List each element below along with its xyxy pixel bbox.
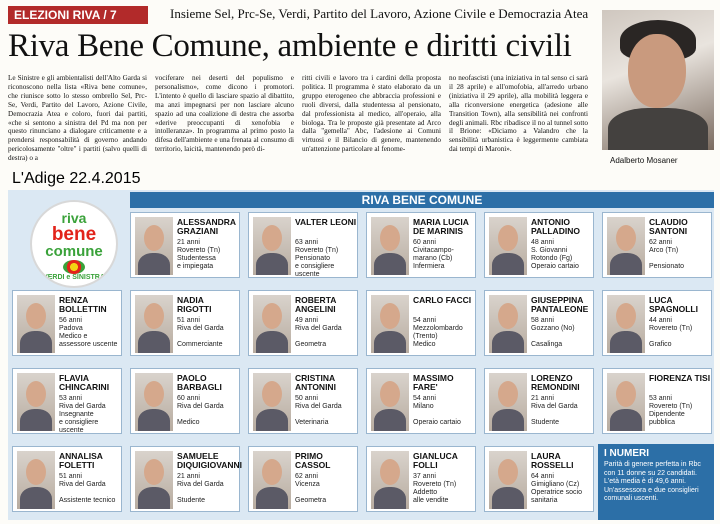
candidate-info: 21 anni Riva del Garda Studente: [177, 473, 224, 504]
candidate-photo: [135, 373, 173, 431]
candidate-card: [12, 446, 122, 512]
candidate-card: [248, 368, 358, 434]
numbers-body: Parità di genere perfetta in Rbc con 11 donne su 22 candidati. L'età media è di 49,6 anni. Un'assessora e due consiglieri comunali uscenti.: [604, 461, 701, 502]
candidate-info: 50 anni Riva del Garda Veterinaria: [295, 395, 342, 426]
candidate-name: FIORENZA TISI: [649, 373, 711, 383]
candidate-name: CARLO FACCI: [413, 295, 472, 305]
article-column-3: ritti civili e lavoro tra i cardini della proposta politica. Il programma è stato elaborato da un gruppo eterogeneo che abbraccia professioni e ruoli diversi, dalla studentessa al pensionato, dal professionista al medico, all'operaio, alla biologa. Tra le proposte già presentate ad Arco dalla "gemella" Abc, l'adesione ai Comuni virtuosi e il Bilancio di genere, mantenendo un'attenzione particolare al fenome-: [302, 74, 441, 154]
logo-word-comune: comune: [45, 243, 103, 260]
candidate-card: [12, 290, 122, 356]
candidate-card: [484, 368, 594, 434]
candidate-card: [248, 212, 358, 278]
candidate-info: 37 anni Rovereto (Tn) Addetto alle vendite: [413, 473, 457, 504]
article-column-2: vociferare nei deserti del populismo e personalismo», come dicono i promotori. L'intento è quello di lasciare spazio al dibattito, ma anzi impegnarsi per non lasciare alcuno spazio ad una coalizione di destra che assorba «derive preoccupanti di xenofobia e intolleranza». In programma al primo posto la difesa dell'ambiente e una frenata al consumo di territorio, laicità, mantenendo però di-: [155, 74, 294, 154]
portrait-photo: [602, 10, 714, 150]
candidate-photo: [17, 451, 55, 509]
candidate-card: [602, 212, 712, 278]
article-column-4: no neofascisti (una iniziativa in tal senso ci sarà il 28 aprile) e all'omofobia, all'arredo urbano (iniziativa il 29 aprile), alla mobilità leggera e alla riconversione energetica (adesione alle Transition Town), alla sensibilità nei confronti degli animali. Rbc ribadisce il no al tunnel sotto il Brione: «Diciamo a Valandro che la sensibilità urbanistica è leggermente cambiata dai tempi di Maroni».: [449, 74, 588, 154]
candidate-info: 62 anni Arco (Tn) Pensionato: [649, 239, 685, 270]
candidate-name: ALESSANDRA GRAZIANI: [177, 217, 236, 236]
candidate-name: ANNALISA FOLETTI: [59, 451, 103, 470]
candidate-photo: [253, 217, 291, 275]
headline: Riva Bene Comune, ambiente e diritti civili: [8, 28, 572, 64]
candidate-info: 21 anni Rovereto (Tn) Studentessa e impiegata: [177, 239, 221, 270]
candidate-photo: [253, 451, 291, 509]
candidate-card: [366, 212, 476, 278]
candidate-photo: [489, 451, 527, 509]
candidate-name: VALTER LEONI: [295, 217, 357, 227]
candidate-photo: [489, 217, 527, 275]
candidate-info: 63 anni Rovereto (Tn) Pensionato e consigliere uscente: [295, 239, 339, 278]
candidate-name: PAOLO BARBAGLI: [177, 373, 222, 392]
party-logo: [30, 200, 118, 288]
candidate-photo: [371, 217, 409, 275]
photo-caption: Adalberto Mosaner: [610, 156, 678, 165]
flower-icon: [63, 260, 85, 274]
candidate-photo: [135, 295, 173, 353]
candidate-photo: [17, 295, 55, 353]
candidate-info: 62 anni Vicenza Geometra: [295, 473, 327, 504]
candidate-info: 54 anni Mezzolombardo (Trento) Medico: [413, 317, 463, 348]
candidate-photo: [253, 295, 291, 353]
source-note: L'Adige 22.4.2015: [8, 170, 145, 188]
numbers-title: I NUMERI: [604, 448, 649, 459]
candidate-card: [248, 446, 358, 512]
candidate-name: CRISTINA ANTONINI: [295, 373, 336, 392]
logo-word-riva: riva: [61, 210, 87, 226]
candidate-name: ANTONIO PALLADINO: [531, 217, 580, 236]
candidate-name: CLAUDIO SANTONI: [649, 217, 688, 236]
candidate-info: 53 anni Riva del Garda Insegnante e consigliere uscente: [59, 395, 106, 434]
candidate-name: SAMUELE DIQUIGIOVANNI: [177, 451, 243, 470]
candidate-info: 58 anni Gozzano (No) Casalinga: [531, 317, 575, 348]
candidate-card: [484, 212, 594, 278]
candidate-photo: [371, 295, 409, 353]
candidate-photo: [489, 373, 527, 431]
logo-word-bene: bene: [51, 224, 97, 245]
candidate-name: MARIA LUCIA DE MARINIS: [413, 217, 469, 236]
candidate-card: [602, 290, 712, 356]
section-tag: ELEZIONI RIVA / 7: [8, 6, 148, 24]
candidate-card: [130, 212, 240, 278]
candidate-card: [602, 368, 712, 434]
candidate-name: GIUSEPPINA PANTALEONE: [531, 295, 589, 314]
candidate-name: GIANLUCA FOLLI: [413, 451, 458, 470]
candidate-info: 60 anni Civitacampo- marano (Cb) Infermiera: [413, 239, 454, 270]
candidate-name: ROBERTA ANGELINI: [295, 295, 337, 314]
candidate-info: 21 anni Riva del Garda Studente: [531, 395, 578, 426]
candidate-photo: [607, 373, 645, 431]
candidate-name: NADIA RIGOTTI: [177, 295, 212, 314]
kicker: Insieme Sel, Prc-Se, Verdi, Partito del Lavoro, Azione Civile e Democrazia Atea: [170, 6, 589, 21]
article-body: [8, 74, 588, 172]
candidate-card: [366, 368, 476, 434]
candidate-name: FLAVIA CHINCARINI: [59, 373, 110, 392]
candidate-info: 53 anni Rovereto (Tn) Dipendente pubblica: [649, 395, 693, 426]
candidate-info: 51 anni Riva del Garda Commerciante: [177, 317, 224, 348]
candidate-info: 64 anni Gimigliano (Cz) Operatrice socio sanitaria: [531, 473, 582, 504]
candidate-name: PRIMO CASSOL: [295, 451, 331, 470]
candidate-card: [130, 290, 240, 356]
candidate-photo: [607, 217, 645, 275]
candidate-info: 49 anni Riva del Garda Geometra: [295, 317, 342, 348]
candidate-info: 51 anni Riva del Garda Assistente tecnico: [59, 473, 116, 504]
candidate-info: 44 anni Rovereto (Tn) Grafico: [649, 317, 693, 348]
candidate-photo: [371, 451, 409, 509]
candidate-name: MASSIMO FARE': [413, 373, 454, 392]
article-column-1: Le Sinistre e gli ambientalisti dell'Alto Garda si riconoscono nella lista «Riva bene comune», che riunisce sotto lo stesso ombrello Sel, Prc-Se, Verdi, Partito del Lavoro, Azione Civile, Democrazia Atea e coloro, fuori dai partiti, «che si sentono a sinistra del Pd ma non per questo rinunciano a dialogare criticamente e a prendersi responsabilità di governo andando pericolosamente "oltre" i partiti (salvo quelli di destra) o a: [8, 74, 147, 163]
candidate-card: [130, 446, 243, 512]
candidate-name: LAURA ROSSELLI: [531, 451, 574, 470]
candidate-info: 56 anni Padova Medico e assessore uscente: [59, 317, 118, 348]
candidate-photo: [253, 373, 291, 431]
candidate-info: 60 anni Riva del Garda Medico: [177, 395, 224, 426]
candidate-photo: [371, 373, 409, 431]
candidate-card: [12, 368, 122, 434]
logo-subtitle: VERDI e SINISTRA: [43, 274, 105, 281]
candidate-card: [484, 446, 594, 512]
candidate-name: LUCA SPAGNOLLI: [649, 295, 698, 314]
candidate-card: [248, 290, 358, 356]
candidate-card: [484, 290, 594, 356]
candidate-photo: [607, 295, 645, 353]
candidate-card: [366, 446, 476, 512]
candidate-info: 54 anni Milano Operaio cartaio: [413, 395, 461, 426]
candidate-card: [130, 368, 240, 434]
candidate-card: [366, 290, 476, 356]
candidate-photo: [135, 217, 173, 275]
candidate-info: 48 anni S. Giovanni Rotondo (Fg) Operaio cartaio: [531, 239, 579, 270]
candidate-photo: [17, 373, 55, 431]
candidate-photo: [489, 295, 527, 353]
candidate-name: LORENZO REMONDINI: [531, 373, 580, 392]
list-banner: RIVA BENE COMUNE: [130, 192, 714, 208]
candidate-photo: [135, 451, 173, 509]
numbers-box: [598, 444, 714, 520]
candidate-name: RENZA BOLLETTIN: [59, 295, 107, 314]
